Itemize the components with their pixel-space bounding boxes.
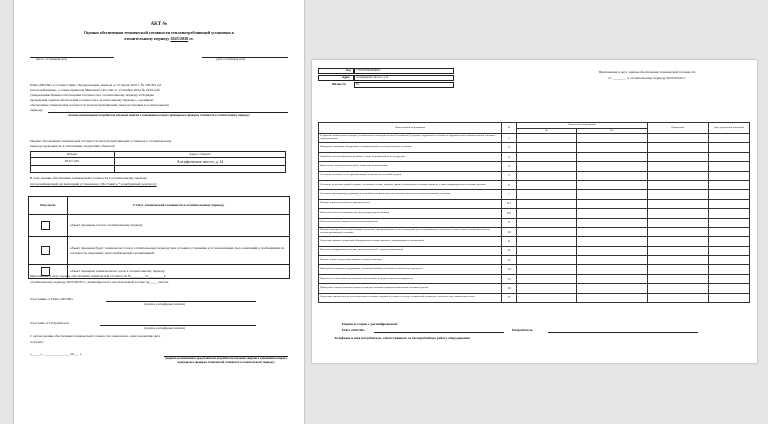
address-value: Алтуфьевское шоссе, д.14 [356,75,389,79]
table-row [319,237,750,246]
done-no-cell[interactable] [576,284,648,293]
table-row [319,171,750,180]
appendix-line: отопительному периоду 2025/2026 гг., являющееся его неотъемлемой частью на_____листах. [30,280,170,284]
body-line: ПАО «МОЭК» в соответствии с Федеральным законом от 27 июля 2010 г. № 190-ФЗ «О [30,83,162,87]
footer-moek: ПАО «МОЭК» [342,328,366,332]
objects-divider [30,157,286,158]
measure-name: Устранение выявленных в порядке, установленном законодательством Российской Федерации, нарушений в тепловых и гидравлических режимах работы тепловых энергоустановок [319,134,502,143]
act-subtitle-line2 [14,36,304,41]
deadline-cell[interactable] [709,293,750,302]
done-no-cell[interactable] [576,265,648,274]
done-yes-cell[interactable] [517,143,577,152]
done-yes-cell[interactable] [517,209,577,218]
deadline-cell[interactable] [709,284,750,293]
done-yes-cell[interactable] [517,199,577,208]
note-cell[interactable] [648,209,709,218]
place-caption: (место составления акта) [36,57,67,61]
col-yes-header: Да [517,129,577,134]
result-cell [29,215,68,237]
table-row [319,134,750,143]
appendix-heading: Приложение к акту оценки обеспечения технической готовности [598,70,696,74]
status-option: объект проверки готов к отопительному периоду [68,215,290,237]
code-value: 77567856963840003 [356,68,381,72]
footer-phones: Телефоны и имя потребителя, ответственного за бесперебойную работу оборудования [334,336,470,340]
done-no-cell[interactable] [576,227,648,236]
measure-number: 12 [502,246,517,255]
table-row [319,180,750,189]
consumer-caption: (полное наименование потребителя тепловой энергии в отношении которого проводилась проверка готовности к отопительному периоду) [68,113,250,117]
table-row [319,218,750,227]
note-cell[interactable] [648,256,709,265]
subtitle-prefix: отопительному периоду [124,36,171,41]
done-yes-cell[interactable] [517,190,577,199]
table-row [319,274,750,283]
address-label: Адрес [342,75,350,79]
done-yes-cell[interactable] [517,284,577,293]
table-row [319,246,750,255]
deadline-cell[interactable] [709,256,750,265]
status-header: Статус технической готовности к отопительному периоду [68,197,290,215]
done-yes-cell[interactable] [517,237,577,246]
note-cell[interactable] [648,284,709,293]
done-yes-cell[interactable] [517,180,577,189]
done-no-cell[interactable] [576,171,648,180]
measure-name: Надежность теплоснабжения потребителей тепловой энергии согласно категорийности [319,274,502,283]
result-checkbox[interactable] [41,246,50,255]
appendix-page [312,60,757,363]
done-yes-cell[interactable] [517,256,577,265]
measure-name: Проведение промывки оборудования и коммуникаций теплопотребляющих установок [319,143,502,152]
branch-value: 05 [356,82,359,86]
deadline-cell[interactable] [709,209,750,218]
done-no-cell[interactable] [576,237,648,246]
measure-number: 4 [502,162,517,171]
done-yes-cell[interactable] [517,265,577,274]
act-page [14,0,304,424]
body-line: периоду: [30,108,44,112]
done-no-cell[interactable] [576,209,648,218]
act-title: АКТ № [150,22,168,27]
note-cell[interactable] [648,246,709,255]
deadline-cell[interactable] [709,180,750,189]
measure-number: 13 [502,256,517,265]
note-cell[interactable] [648,237,709,246]
date-fill-line[interactable]: «_____» _______________ 20___ г. [30,352,82,356]
done-yes-cell[interactable] [517,274,577,283]
familiar-line: получил: [30,340,44,344]
address-value: Алтуфьевское шоссе, д.14 [176,159,224,164]
deadline-cell[interactable] [709,227,750,236]
act-subtitle-line1: Оценки обеспечения технической готовности теплопотребляющей установки к [83,30,235,35]
deadline-cell[interactable] [709,274,750,283]
col-note-header: Примечание [648,123,709,134]
footer-signed: Подписи сторон с расшифровками: [342,322,399,326]
deadline-cell[interactable] [709,246,750,255]
result-header: Результат [29,197,68,215]
deadline-cell[interactable] [709,134,750,143]
objects-divider [30,165,286,166]
done-yes-cell[interactable] [517,227,577,236]
note-cell[interactable] [648,265,709,274]
footer-consumer-line[interactable] [548,332,698,333]
body-line: теплоснабжении», а также приказом Минэнерго России от 13 ноября 2024 № 2234 «Об [30,88,160,92]
col-no-header: № [502,123,517,134]
measure-name: Разработка эксплуатационных режимов, а также мероприятий по их внедрению [319,152,502,161]
measure-number: 8.2 [502,209,517,218]
measure-name: Отсутствие задолженности за поставленную тепловую энергию (не влияет на статус технической готовности, особенное для заключенного акта) [319,293,502,302]
table-row [319,152,750,161]
body-line: утверждении Правил обеспечения готовности к отопительному периоду и Порядка [30,93,155,97]
measure-name: Состояние утепления зданий (чердаки, лестничные клетки, подвалы, двери) и центральных тепловых пунктов, а также индивидуальных тепловых пунктов [319,180,502,189]
measure-number: 15 [502,274,517,283]
result-checkbox[interactable] [41,221,50,230]
deadline-cell[interactable] [709,143,750,152]
assessment-line: Оценка обеспечения технической готовности теплопотребляющих установок к отопительному [30,139,172,143]
col-item-header: Наименование мероприятия [319,123,502,134]
participant-moek: Участники от ПАО «МОЭК» [30,297,74,301]
done-no-cell[interactable] [576,152,648,161]
note-cell[interactable] [648,152,709,161]
measure-name: Наличие и работоспособность приборов учета, [319,199,502,208]
appendix-heading-date: от ________ к отопительному периоду 2025/2026 гг. [608,76,686,80]
measure-number: 8.1 [502,199,517,208]
body-line: обеспечение технической готовности теплопотребляющей энергоустановки к отопительному [30,103,170,107]
measure-name: Выполнение плана ремонтных работ и качество их выполнения [319,162,502,171]
done-no-cell[interactable] [576,274,648,283]
measure-name: Работоспособность защиты систем теплопотребления [319,218,502,227]
measure-name: Плотность оборудования тепловых пунктов (указать Р и время в примечании) [319,246,502,255]
measures-table [318,122,750,303]
object-header: Объект [66,152,78,156]
note-cell[interactable] [648,180,709,189]
table-row [319,199,750,208]
table-row [319,209,750,218]
deadline-cell[interactable] [709,265,750,274]
measure-number: 1 [502,134,517,143]
measure-number: 3 [502,152,517,161]
deadline-cell[interactable] [709,190,750,199]
done-yes-cell[interactable] [517,171,577,180]
branch-label: Филиал № [332,82,347,86]
done-yes-cell[interactable] [517,246,577,255]
table-row [319,256,750,265]
note-cell[interactable] [648,227,709,236]
done-no-cell[interactable] [576,143,648,152]
done-no-cell[interactable] [576,246,648,255]
table-row [319,190,750,199]
note-cell[interactable] [648,218,709,227]
note-cell[interactable] [648,274,709,283]
measure-number: 9 [502,218,517,227]
note-cell[interactable] [648,190,709,199]
measure-name: Проведение осмотра теплового пункта на предмет наличия оснащения помещения тепловых пунктов [319,284,502,293]
status-option: объект проверки технически не готов к отопительному периоду [68,265,290,279]
signature-caption: (подпись, расшифровка подписи) [144,302,186,306]
table-row [319,162,750,171]
measures-rows [319,134,750,303]
table-row [319,143,750,152]
table-row [319,265,750,274]
measure-number: 6 [502,180,517,189]
footer-consumer: Потребитель [512,328,533,332]
done-no-cell[interactable] [576,293,648,302]
org-line: теплоснабжающей организацией установлено: (Поставить * в выбранный результат) [30,182,157,186]
measure-number: 10 [502,227,517,236]
done-no-cell[interactable] [576,218,648,227]
measure-number: 5 [502,171,517,180]
col-deadline-header: Дата устранения замечаний [709,123,750,134]
deadline-cell[interactable] [709,237,750,246]
final-caption: (подпись полномочного представителя потребителя тепловой энергии в отношении которого проводилась проверка технической готовности к отопительному периоду) [165,356,287,364]
measure-name: Наличие паспортов теплопотребляющих установок, принципиальных схем и инструкций для обслуживающего персонала и соответствие их действительности теплопотребляющей установки [319,227,502,236]
measure-number: 2 [502,143,517,152]
deadline-cell[interactable] [709,152,750,161]
col-done-header: Выполнение мероприятия [517,123,648,129]
measure-number: 11 [502,237,517,246]
note-cell[interactable] [648,143,709,152]
measure-name: Отсутствие прямых соединений оборудования тепловых пунктов с водопроводом и канализацией [319,237,502,246]
measure-name: Наличие пломб на расчетных шайбах и соплах элеваторов [319,256,502,265]
done-no-cell[interactable] [576,199,648,208]
participant-consumer: Участник от Потребителя [30,321,69,325]
done-yes-cell[interactable] [517,152,577,161]
result-cell [29,237,68,265]
deadline-cell[interactable] [709,199,750,208]
appendix-line: Приложение к акту оценки обеспечения технической готовности №________от_________к [30,274,166,278]
subtitle-suffix: гг. [188,36,194,41]
measure-name: Работоспособность автоматических регуляторов при их наличии [319,209,502,218]
col-no2-header: Нет [576,129,648,134]
table-row [319,284,750,293]
done-no-cell[interactable] [576,190,648,199]
measure-number: 17 [502,293,517,302]
note-cell[interactable] [648,171,709,180]
signature-caption: (подпись, расшифровка подписи) [144,326,186,330]
note-cell[interactable] [648,134,709,143]
date-caption: (дата составления акта) [216,57,246,61]
done-no-cell[interactable] [576,162,648,171]
measure-number: 14 [502,265,517,274]
note-cell[interactable] [648,162,709,171]
footer-moek-line[interactable] [374,332,504,333]
done-yes-cell[interactable] [517,162,577,171]
org-line: В ходе оценки обеспечения технической готовности к отопительному периоду [30,176,148,180]
subtitle-year: 2025/2026 [170,36,189,41]
done-yes-cell[interactable] [517,134,577,143]
familiar-line: С актом оценки обеспечения технической готовности ознакомлен, один экземпляр акта [30,334,161,338]
deadline-cell[interactable] [709,162,750,171]
done-no-cell[interactable] [576,180,648,189]
deadline-cell[interactable] [709,218,750,227]
status-option: объект проверки будет технически готов к отопительному периоду при условии устранения в установленный срок замечаний к требованиям по готовности, выданных теплоснабжающей организацией; [68,237,290,265]
address-header: Адрес объекта [189,152,211,156]
measure-name: Состояние трубопроводов, арматуры и тепловой изоляции в пределах тепловых пунктов и теплопотребляющей установки [319,190,502,199]
branch-value-cell [354,82,454,88]
note-cell[interactable] [648,199,709,208]
measure-name: Состояние тепловых сетей, принадлежащих потребителю тепловой энергии [319,171,502,180]
table-row [319,227,750,236]
status-table [28,196,290,279]
table-row [319,293,750,302]
done-no-cell[interactable] [576,256,648,265]
measure-name: Проведение испытания оборудования теплопотребляющих установок на плотность и прочность [319,265,502,274]
done-yes-cell[interactable] [517,218,577,227]
assessment-line: периоду проводилась в отношении следующих объектов: [30,144,116,148]
deadline-cell[interactable] [709,171,750,180]
done-no-cell[interactable] [576,134,648,143]
measure-number: 16 [502,284,517,293]
note-cell[interactable] [648,293,709,302]
object-value: 03-07-261 [64,159,80,163]
code-label: Код [346,68,351,72]
measure-number: 7 [502,190,517,199]
body-line: проведения оценки обеспечения готовности к отопительному периоду», оценивает [30,98,154,102]
done-yes-cell[interactable] [517,293,577,302]
